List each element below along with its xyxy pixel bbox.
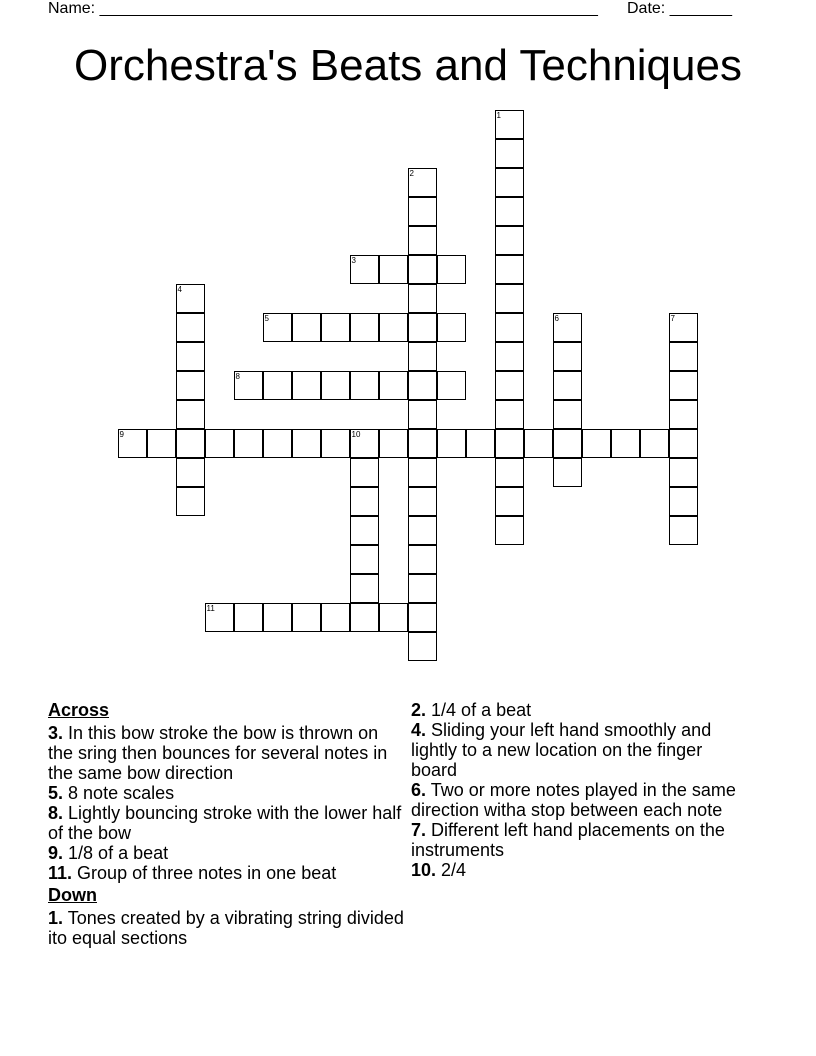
grid-cell[interactable] [495,313,524,342]
down-heading: Down [48,885,97,905]
grid-cell[interactable] [408,487,437,516]
grid-cell[interactable] [176,400,205,429]
clue-number: 8. [48,803,64,823]
grid-cell[interactable] [205,429,234,458]
grid-cell[interactable] [350,603,379,632]
grid-cell[interactable] [263,371,292,400]
grid-cell[interactable] [669,458,698,487]
clue-number: 3. [48,723,64,743]
grid-cell[interactable] [495,400,524,429]
grid-cell[interactable] [640,429,669,458]
cell-number: 7 [670,313,675,323]
grid-cell[interactable] [408,516,437,545]
grid-cell[interactable] [408,400,437,429]
grid-cell[interactable] [495,255,524,284]
clue-text: Group of three notes in one beat [77,863,337,883]
grid-cell[interactable] [292,429,321,458]
clue-text: Two or more notes played in the same direction witha stop between each note [411,780,736,820]
clue-number: 10. [411,860,437,880]
grid-cell[interactable] [495,516,524,545]
grid-cell[interactable] [408,429,437,458]
clue-number: 1. [48,908,64,928]
grid-cell[interactable] [524,429,553,458]
grid-cell[interactable] [176,342,205,371]
cell-number: 5 [264,313,269,323]
grid-cell[interactable] [408,313,437,342]
clue-text: 2/4 [441,860,467,880]
cell-number: 9 [119,429,124,439]
cell-number: 8 [235,371,240,381]
grid-cell[interactable] [350,255,379,284]
down-clue [411,820,751,860]
grid-cell[interactable] [495,487,524,516]
grid-cell[interactable] [582,429,611,458]
grid-cell[interactable] [292,603,321,632]
grid-cell[interactable] [379,603,408,632]
grid-cell[interactable] [350,574,379,603]
grid-cell[interactable] [263,313,292,342]
grid-cell[interactable] [176,429,205,458]
grid-cell[interactable] [553,400,582,429]
grid-cell[interactable] [379,371,408,400]
grid-cell[interactable] [408,168,437,197]
clue-number: 11. [48,863,73,883]
date-field-line: Date: _______ [627,0,732,17]
grid-cell[interactable] [408,226,437,255]
grid-cell[interactable] [437,371,466,400]
grid-cell[interactable] [553,313,582,342]
grid-cell[interactable] [176,487,205,516]
grid-cell[interactable] [495,371,524,400]
cell-number: 11 [206,603,215,613]
grid-cell[interactable] [437,313,466,342]
grid-cell[interactable] [350,313,379,342]
grid-cell[interactable] [408,458,437,487]
grid-cell[interactable] [234,429,263,458]
grid-cell[interactable] [495,139,524,168]
clue-text: 8 note scales [68,783,175,803]
grid-cell[interactable] [495,110,524,139]
grid-cell[interactable] [379,429,408,458]
down-clue [411,860,751,880]
grid-cell[interactable] [669,313,698,342]
grid-cell[interactable] [205,603,234,632]
clue-text: Lightly bouncing stroke with the lower half of the bow [48,803,402,843]
grid-cell[interactable] [350,371,379,400]
across-clue [48,803,408,843]
clue-number: 5. [48,783,64,803]
clue-text: Tones created by a vibrating string divided ito equal sections [48,908,404,948]
down-clue [411,780,751,820]
grid-cell[interactable] [553,458,582,487]
across-heading: Across [48,700,110,720]
clues-column-right [411,700,751,880]
grid-cell[interactable] [321,429,350,458]
grid-cell[interactable] [495,429,524,458]
clue-text: Different left hand placements on the instruments [411,820,725,860]
clue-number: 2. [411,700,427,720]
grid-cell[interactable] [379,255,408,284]
grid-cell[interactable] [669,400,698,429]
grid-cell[interactable] [147,429,176,458]
grid-cell[interactable] [495,226,524,255]
grid-cell[interactable] [321,313,350,342]
grid-cell[interactable] [234,603,263,632]
grid-cell[interactable] [408,284,437,313]
grid-cell[interactable] [321,371,350,400]
grid-cell[interactable] [437,429,466,458]
grid-cell[interactable] [495,284,524,313]
clues-column-left [48,700,408,948]
clue-text: In this bow stroke the bow is thrown on the sring then bounces for several notes in the same bow direction [48,723,388,783]
grid-cell[interactable] [553,342,582,371]
across-clue [48,783,408,803]
grid-cell[interactable] [611,429,640,458]
grid-cell[interactable] [176,284,205,313]
grid-cell[interactable] [466,429,495,458]
grid-cell[interactable] [408,342,437,371]
grid-cell[interactable] [263,429,292,458]
grid-cell[interactable] [118,429,147,458]
across-clue [48,723,408,783]
grid-cell[interactable] [408,545,437,574]
grid-cell[interactable] [408,371,437,400]
clue-text: 1/4 of a beat [431,700,532,720]
grid-cell[interactable] [437,255,466,284]
grid-cell[interactable] [176,458,205,487]
clue-text: 1/8 of a beat [68,843,169,863]
grid-cell[interactable] [234,371,263,400]
grid-cell[interactable] [321,603,350,632]
clue-number: 4. [411,720,427,740]
grid-cell[interactable] [495,342,524,371]
grid-cell[interactable] [408,197,437,226]
grid-cell[interactable] [408,255,437,284]
grid-cell[interactable] [408,574,437,603]
grid-cell[interactable] [495,458,524,487]
grid-cell[interactable] [553,429,582,458]
grid-cell[interactable] [669,516,698,545]
grid-cell[interactable] [669,342,698,371]
grid-cell[interactable] [495,168,524,197]
cell-number: 10 [351,429,361,439]
grid-cell[interactable] [292,371,321,400]
grid-cell[interactable] [495,197,524,226]
cell-number: 6 [554,313,559,323]
down-clue [411,700,751,720]
clue-text: Sliding your left hand smoothly and lightly to a new location on the finger board [411,720,712,780]
grid-cell[interactable] [379,313,408,342]
grid-cell[interactable] [669,487,698,516]
grid-cell[interactable] [350,545,379,574]
cell-number: 2 [409,168,414,178]
page-title: Orchestra's Beats and Techniques [74,41,742,90]
clue-number: 9. [48,843,64,863]
cell-number: 1 [496,110,501,120]
grid-cell[interactable] [292,313,321,342]
clue-number: 7. [411,820,427,840]
name-field-line: Name: ________________________________________________________ [48,0,598,17]
down-clue [48,908,408,948]
grid-cell[interactable] [669,429,698,458]
grid-cell[interactable] [176,371,205,400]
grid-cell[interactable] [553,371,582,400]
grid-cell[interactable] [350,516,379,545]
grid-cell[interactable] [263,603,292,632]
down-clue [411,720,751,780]
grid-cell[interactable] [176,313,205,342]
across-clue [48,863,408,883]
clue-number: 6. [411,780,427,800]
grid-cell[interactable] [350,487,379,516]
grid-cell[interactable] [408,603,437,632]
across-clue [48,843,408,863]
grid-cell[interactable] [669,371,698,400]
grid-cell[interactable] [350,429,379,458]
grid-cell[interactable] [350,458,379,487]
cell-number: 4 [177,284,182,294]
cell-number: 3 [351,255,356,265]
grid-cell[interactable] [408,632,437,661]
